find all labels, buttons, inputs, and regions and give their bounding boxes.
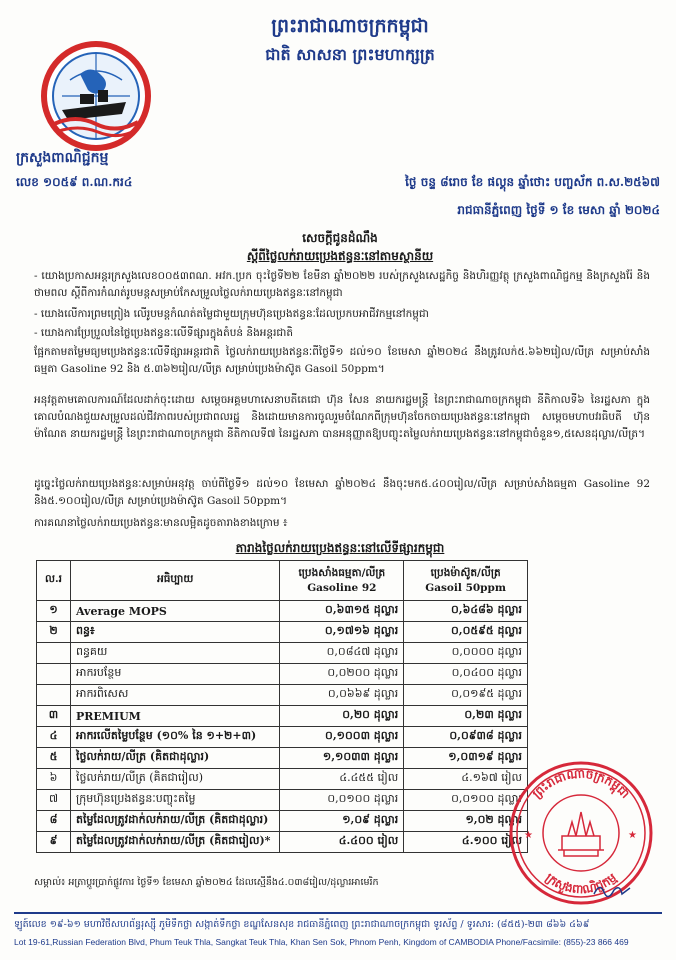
row-number-cell xyxy=(37,643,71,664)
row-number-cell: ៨ xyxy=(37,811,71,832)
notice-subject: ស្តីពីថ្លៃលក់រាយប្រេងឥន្ធនៈនៅតាមស្ថានីយ xyxy=(246,249,434,263)
row-number-cell xyxy=(37,664,71,685)
gasoline-price-cell: ០,១៧១៦ ដុល្លារ xyxy=(280,622,404,643)
row-description-cell: អាករលើតម្លៃបន្ថែម (១០% នៃ ១+២+៣) xyxy=(70,727,280,748)
body-paragraph: ការគណនាថ្លៃលក់រាយប្រេងឥន្ធនៈមានលម្អិតដូចតារាងខាងក្រោម ៖ xyxy=(34,517,288,529)
column-header-no: ល.រ xyxy=(37,561,71,601)
row-description-cell: PREMIUM xyxy=(70,706,280,727)
motto-heading: ជាតិ សាសនា ព្រះមហាក្សត្រ xyxy=(265,45,435,64)
table-row xyxy=(37,790,528,811)
gasoline-price-cell: ១,១០៣៣ ដុល្លារ xyxy=(280,748,404,769)
gasoil-price-cell: ៤.១៦៧ រៀល xyxy=(404,769,528,790)
table-row xyxy=(37,811,528,832)
body-paragraph: អនុវត្តតាមគោលការណ៍ដែលដាក់ចុះដោយ សម្តេចអគ្គមហាសេនាបតីតេជោ ហ៊ុន សែន នាយករដ្ឋមន្ត្រី នៃព្រះរាជាណាចក្រកម្ពុជា នីតិកាលទី៦ នៃរដ្ឋសភា ក្នុងគោលបំណងជួយសម្រួលដល់ជីវភាពរបស់ប្រជាពលរដ្ឋ និងដោយមានការចូលរួមចំណែកពីក្រុមហ៊ុនចែកចាយប្រេងឥន្ធនៈនៅកម្ពុជា សម្តេចមហាបវរធិបតី ហ៊ុន ម៉ាណែត នាយករដ្ឋមន្ត្រី នៃព្រះរាជាណាចក្រកម្ពុជា នីតិកាលទី៧ នៃរដ្ឋសភា បានអនុញ្ញាតឱ្យបញ្ចុះតម្លៃលក់រាយប្រេងឥន្ធនៈនៅកម្ពុជាចំនួន១,៥សេនដុល្លារ/លីត្រ។ xyxy=(34,394,650,440)
price-table xyxy=(36,560,528,853)
gasoline-price-cell: ០,១០០៣ ដុល្លារ xyxy=(280,727,404,748)
footer-address-khmer: ឡូត៍លេខ ១៩-៦១ មហាវិថីសហព័ន្ធរុស្ស៊ី ភូមិទឹកថ្លា សង្កាត់ទឹកថ្លា ខណ្ឌសែនសុខ រាជធានីភ្នំពេញ ព្រះរាជាណាចក្រកម្ពុជា ទូរស័ព្ទ / ទូរសារ: (៨៥៥)-២៣ ៨៦៦ ៤៦៩ xyxy=(14,919,590,930)
gasoil-price-cell: ០,០៩៣៨ ដុល្លារ xyxy=(404,727,528,748)
row-description-cell: អាករបន្ថែម xyxy=(70,664,280,685)
seal-bottom-text: ក្រសួងពាណិជ្ជកម្ម xyxy=(542,870,620,897)
row-description-cell: ថ្លៃលក់រាយ/លីត្រ (គិតជាដុល្លារ) xyxy=(70,748,280,769)
gasoil-price-cell: ០,០៤០០ ដុល្លារ xyxy=(404,664,528,685)
gasoline-price-cell: ៤.៤៥៥ រៀល xyxy=(280,769,404,790)
gasoil-price-cell: ១,០៣១៩ ដុល្លារ xyxy=(404,748,528,769)
svg-text:★: ★ xyxy=(524,830,533,841)
gasoline-header-en: Gasoline 92 xyxy=(307,582,377,594)
table-row xyxy=(37,664,528,685)
body-paragraph: ផ្អែកតាមតម្លៃមធ្យមប្រេងឥន្ធនៈលើទីផ្សារអន្តរជាតិ ថ្លៃលក់រាយប្រេងឥន្ធនៈពីថ្ងៃទី១ ដល់១០ ខែមេសា ឆ្នាំ២០២៤ នឹងត្រូវលក់៥.៦៦២រៀល/លីត្រ សម្រាប់សាំងធម្មតា Gasoline 92 និង ៥.៣៦២រៀល/លីត្រ សម្រាប់ប្រេងម៉ាស៊ូត Gasoil 50ppm។ xyxy=(34,346,650,375)
footer-divider xyxy=(14,912,662,914)
gasoline-price-cell: ១,០៩ ដុល្លារ xyxy=(280,811,404,832)
table-row xyxy=(37,601,528,622)
kingdom-heading: ព្រះរាជាណាចក្រកម្ពុជា xyxy=(271,15,429,37)
column-header-gasoline xyxy=(280,561,404,601)
gasoline-header-kh: ប្រេងសាំងធម្មតា/លីត្រ xyxy=(298,567,386,579)
lunar-date: ថ្ងៃ ចន្ទ ៨រោច ខែ ផល្គុន ឆ្នាំថោះ បញ្ចស័ក ព.ស.២៥៦៧ xyxy=(405,175,660,189)
row-description-cell: ពន្ធគយ xyxy=(70,643,280,664)
table-row xyxy=(37,832,528,853)
ministry-name: ក្រសួងពាណិជ្ជកម្ម xyxy=(16,150,109,166)
column-header-description: អធិប្បាយ xyxy=(70,561,280,601)
gasoil-price-cell: ០,៦៤៨៦ ដុល្លារ xyxy=(404,601,528,622)
temple-emblem xyxy=(558,812,604,856)
row-description-cell: Average MOPS xyxy=(70,601,280,622)
ministry-logo xyxy=(40,40,152,152)
gasoil-price-cell: ០,០០០០ ដុល្លារ xyxy=(404,643,528,664)
table-row xyxy=(37,706,528,727)
gasoil-price-cell: ៤.១០០ រៀល xyxy=(404,832,528,853)
row-number-cell xyxy=(37,685,71,706)
gasoil-header-en: Gasoil 50ppm xyxy=(425,582,506,594)
row-number-cell: ៤ xyxy=(37,727,71,748)
gasoil-price-cell: ១,០២ ដុល្លារ xyxy=(404,811,528,832)
row-number-cell: ៦ xyxy=(37,769,71,790)
gasoil-price-cell: ០,០១៩៥ ដុល្លារ xyxy=(404,685,528,706)
reference-paragraph: - យោងលើការព្រមព្រៀង លើរូបមន្តកំណត់តម្លៃជាមួយក្រុមហ៊ុនប្រេងឥន្ធនៈដែលប្រកបអាជីវកម្មនៅកម្ពុជា xyxy=(34,308,429,320)
table-row xyxy=(37,748,528,769)
gasoline-price-cell: ០,០៨៤៧ ដុល្លារ xyxy=(280,643,404,664)
column-header-gasoil xyxy=(404,561,528,601)
gasoline-price-cell: ៤.៤០០ រៀល xyxy=(280,832,404,853)
table-row xyxy=(37,622,528,643)
signature xyxy=(590,878,634,902)
gasoline-price-cell: ០,០៦៦៩ ដុល្លារ xyxy=(280,685,404,706)
svg-text:★: ★ xyxy=(628,830,637,841)
row-description-cell: អាករពិសេស xyxy=(70,685,280,706)
row-number-cell: ៧ xyxy=(37,790,71,811)
row-description-cell: តម្លៃដែលត្រូវដាក់លក់រាយ/លីត្រ (គិតជារៀល)* xyxy=(70,832,280,853)
table-header-row xyxy=(37,561,528,601)
gasoil-price-cell: ០,២៣ ដុល្លារ xyxy=(404,706,528,727)
exchange-rate-note: សម្គាល់៖ អត្រាប្តូរប្រាក់ផ្លូវការ ថ្ងៃទី១ ខែមេសា ឆ្នាំ២០២៤ ដែលស្មើនឹង៤.០៣៨រៀល/ដុល្លារអាមេរិក xyxy=(34,877,379,888)
body-paragraph: ដូច្នេះថ្លៃលក់រាយប្រេងឥន្ធនៈសម្រាប់អនុវត្ត ចាប់ពីថ្ងៃទី១ ដល់១០ ខែមេសា ឆ្នាំ២០២៤ នឹងចុះមក៥.៤០០រៀល/លីត្រ សម្រាប់សាំងធម្មតា Gasoline 92 និង៥.១០០រៀល/លីត្រ សម្រាប់ប្រេងម៉ាស៊ូត Gasoil 50ppm។ xyxy=(34,478,650,507)
reference-number: លេខ ១០៥៩ ព.ណ.ករ៤ xyxy=(16,175,133,189)
gasoline-price-cell: ០,២០ ដុល្លារ xyxy=(280,706,404,727)
gasoil-price-cell: ០,០១០០ ដុល្លារ xyxy=(404,790,528,811)
price-table-body xyxy=(37,601,528,853)
notice-title: សេចក្តីជូនដំណឹង xyxy=(302,231,378,245)
row-description-cell: ថ្លៃលក់រាយ/លីត្រ (គិតជារៀល) xyxy=(70,769,280,790)
row-description-cell: ពន្ធ៖ xyxy=(70,622,280,643)
gasoline-price-cell: ០,០២០០ ដុល្លារ xyxy=(280,664,404,685)
solar-date: រាជធានីភ្នំពេញ ថ្ងៃទី ១ ខែ មេសា ឆ្នាំ ២០២៤ xyxy=(457,203,660,217)
table-title: តារាងថ្លៃលក់រាយប្រេងឥន្ធនៈនៅលើទីផ្សារកម្ពុជា xyxy=(235,541,445,555)
gasoline-price-cell: ០,០១០០ ដុល្លារ xyxy=(280,790,404,811)
row-number-cell: ៣ xyxy=(37,706,71,727)
gasoline-price-cell: ០,៦៣១៥ ដុល្លារ xyxy=(280,601,404,622)
table-row xyxy=(37,685,528,706)
footer-address-english: Lot 19-61,Russian Federation Blvd, Phum Teuk Thla, Sangkat Teuk Thla, Khan Sen Sok, Phnom Penh, Kingdom of CAMBODIA Phone/Facsimile: (855)-23 866 469 xyxy=(14,937,629,947)
seal-top-text: ព្រះរាជាណាចក្រកម្ពុជា xyxy=(529,766,633,801)
row-number-cell: ៩ xyxy=(37,832,71,853)
reference-paragraph: - យោងការប្រែប្រួលនៃថ្លៃប្រេងឥន្ធនៈលើទីផ្សារក្នុងតំបន់ និងអន្តរជាតិ xyxy=(34,327,294,339)
row-number-cell: ២ xyxy=(37,622,71,643)
table-row xyxy=(37,643,528,664)
row-number-cell: ១ xyxy=(37,601,71,622)
gasoil-header-kh: ប្រេងម៉ាស៊ូត/លីត្រ xyxy=(430,567,501,579)
table-row xyxy=(37,727,528,748)
row-description-cell: ក្រុមហ៊ុនប្រេងឥន្ធនៈបញ្ចុះតម្លៃ xyxy=(70,790,280,811)
table-row xyxy=(37,769,528,790)
row-number-cell: ៥ xyxy=(37,748,71,769)
gasoil-price-cell: ០,០៥៩៥ ដុល្លារ xyxy=(404,622,528,643)
row-description-cell: តម្លៃដែលត្រូវដាក់លក់រាយ/លីត្រ (គិតជាដុល្លារ) xyxy=(70,811,280,832)
reference-paragraph: - យោងប្រកាសអន្តរក្រសួងលេខ០០៥៣ពណ. អវក.ប្រក ចុះថ្ងៃទី២២ ខែមីនា ឆ្នាំ២០២២ របស់ក្រសួងសេដ្ឋកិច្ច និងហិរញ្ញវត្ថុ ក្រសួងពាណិជ្ជកម្ម និងក្រសួងរ៉ែ និងថាមពល ស្តីពីការកំណត់រូបមន្តសម្រាប់កែសម្រួលថ្លៃលក់រាយប្រេងឥន្ធនៈនៅកម្ពុជា xyxy=(34,270,650,299)
